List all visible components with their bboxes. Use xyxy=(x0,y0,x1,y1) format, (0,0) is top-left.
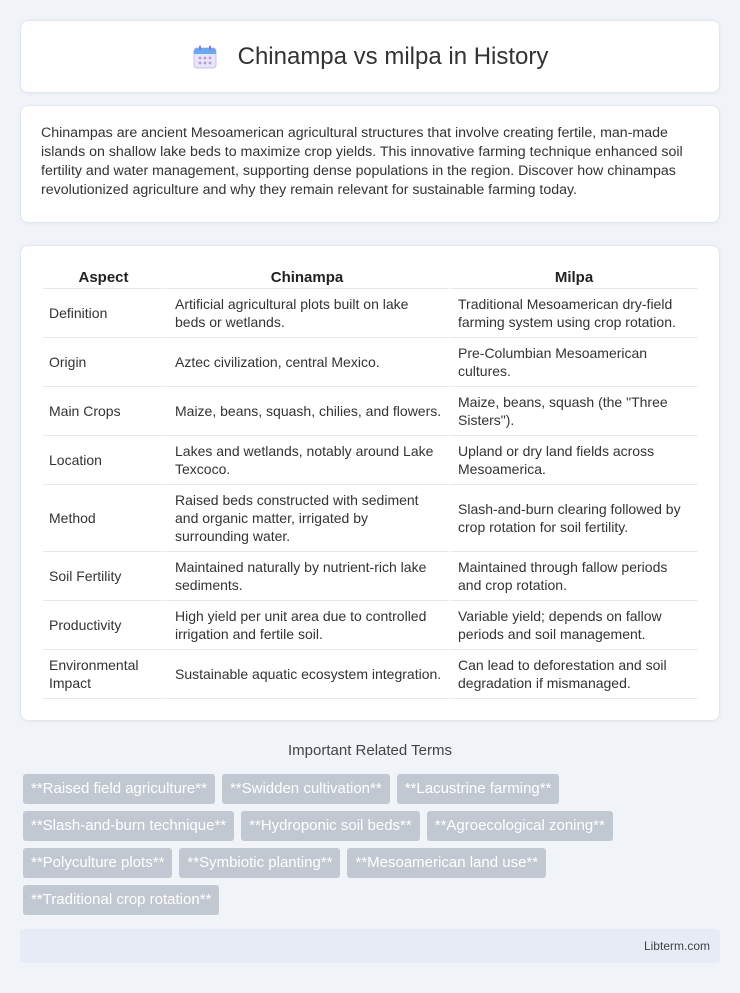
chinampa-cell: Artificial agricultural plots built on lake beds or wetlands. xyxy=(164,289,448,338)
table-row xyxy=(43,485,698,552)
related-term-tag[interactable]: **Hydroponic soil beds** xyxy=(241,811,420,841)
chinampa-cell: Aztec civilization, central Mexico. xyxy=(164,338,448,387)
calendar-icon xyxy=(192,44,218,70)
footer xyxy=(20,929,720,963)
related-term-tag[interactable]: **Raised field agriculture** xyxy=(23,774,215,804)
milpa-cell: Pre-Columbian Mesoamerican cultures. xyxy=(448,338,698,387)
footer-link[interactable]: Libterm.com xyxy=(643,939,710,953)
table-row xyxy=(43,436,698,485)
table-row xyxy=(43,387,698,436)
related-term-tag[interactable]: **Mesoamerican land use** xyxy=(347,848,546,878)
milpa-cell: Slash-and-burn clearing followed by crop rotation for soil fertility. xyxy=(448,485,698,552)
related-terms-list xyxy=(23,774,703,922)
milpa-cell: Can lead to deforestation and soil degradation if mismanaged. xyxy=(448,650,698,699)
milpa-cell: Maintained through fallow periods and crop rotation. xyxy=(448,552,698,601)
chinampa-cell: Lakes and wetlands, notably around Lake Texcoco. xyxy=(164,436,448,485)
column-header-aspect: Aspect xyxy=(43,264,164,289)
table-row xyxy=(43,338,698,387)
related-term-tag[interactable]: **Traditional crop rotation** xyxy=(23,885,219,915)
intro-card xyxy=(20,105,720,223)
related-term-tag[interactable]: **Symbiotic planting** xyxy=(179,848,340,878)
chinampa-cell: Maintained naturally by nutrient-rich lake sediments. xyxy=(164,552,448,601)
column-header-milpa: Milpa xyxy=(448,264,698,289)
table-row xyxy=(43,601,698,650)
milpa-cell: Maize, beans, squash (the "Three Sisters"). xyxy=(448,387,698,436)
chinampa-cell: Sustainable aquatic ecosystem integration. xyxy=(164,650,448,699)
chinampa-cell: High yield per unit area due to controlled irrigation and fertile soil. xyxy=(164,601,448,650)
milpa-cell: Upland or dry land fields across Mesoamerica. xyxy=(448,436,698,485)
related-term-tag[interactable]: **Slash-and-burn technique** xyxy=(23,811,234,841)
aspect-cell: Origin xyxy=(43,338,164,387)
related-term-tag[interactable]: **Lacustrine farming** xyxy=(397,774,560,804)
milpa-cell: Variable yield; depends on fallow periods and soil management. xyxy=(448,601,698,650)
milpa-cell: Traditional Mesoamerican dry-field farming system using crop rotation. xyxy=(448,289,698,338)
table-row xyxy=(43,289,698,338)
table-row xyxy=(43,650,698,699)
aspect-cell: Environmental Impact xyxy=(43,650,164,699)
column-header-chinampa: Chinampa xyxy=(164,264,448,289)
chinampa-cell: Maize, beans, squash, chilies, and flowers. xyxy=(164,387,448,436)
related-term-tag[interactable]: **Polyculture plots** xyxy=(23,848,172,878)
chinampa-cell: Raised beds constructed with sediment and organic matter, irrigated by surrounding water. xyxy=(164,485,448,552)
table-header-row xyxy=(43,264,698,289)
aspect-cell: Definition xyxy=(43,289,164,338)
table-row xyxy=(43,552,698,601)
aspect-cell: Productivity xyxy=(43,601,164,650)
aspect-cell: Method xyxy=(43,485,164,552)
aspect-cell: Soil Fertility xyxy=(43,552,164,601)
related-terms-title: Important Related Terms xyxy=(288,742,452,759)
page-title: Chinampa vs milpa in History xyxy=(237,42,549,70)
comparison-table-card xyxy=(20,245,720,721)
aspect-cell: Location xyxy=(43,436,164,485)
related-term-tag[interactable]: **Swidden cultivation** xyxy=(222,774,390,804)
header-card xyxy=(20,20,720,93)
comparison-table xyxy=(43,264,698,699)
aspect-cell: Main Crops xyxy=(43,387,164,436)
related-term-tag[interactable]: **Agroecological zoning** xyxy=(427,811,613,841)
intro-text: Chinampas are ancient Mesoamerican agricultural structures that involve creating fertile, man-made islands on shallow lake beds to maximize crop yields. This innovative farming technique enhanced soil fertility and water management, supporting dense populations in the region. Discover how chinampas revolutionized agriculture and why they remain relevant for sustainable farming today. xyxy=(41,125,683,198)
